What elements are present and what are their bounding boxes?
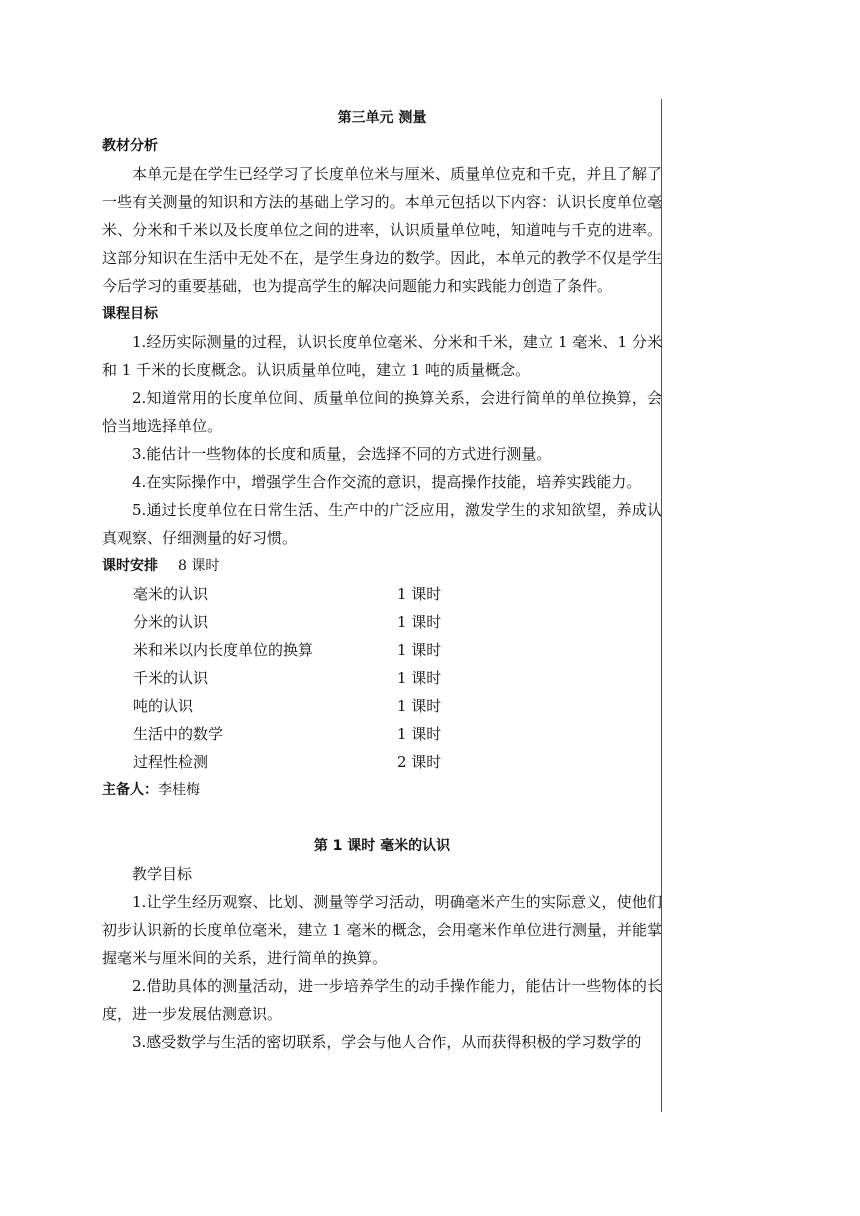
schedule-row-name: 千米的认识 — [133, 669, 209, 687]
goal-item: 4.在实际操作中，增强学生合作交流的意识，提高操作技能，培养实践能力。 — [132, 473, 642, 491]
schedule-row-hours: 1 课时 — [397, 613, 442, 631]
lesson1-goal-item: 1.让学生经历观察、比划、测量等学习活动，明确毫米产生的实际意义，使他们初步认识新的长度单位毫米，建立 1 毫米的概念，会用毫米作单位进行测量，并能掌握毫米与厘米间的关系，进行简单的换算。 — [102, 893, 662, 967]
schedule-row-name: 生活中的数学 — [133, 725, 224, 743]
schedule-row-hours: 1 课时 — [397, 697, 442, 715]
lesson1-goals-heading: 教学目标 — [132, 865, 193, 883]
section-gap — [102, 804, 662, 832]
document-page — [102, 104, 662, 1056]
schedule-row-hours: 1 课时 — [397, 585, 442, 603]
schedule-row — [102, 692, 662, 720]
schedule-heading-label: 课时安排 — [102, 558, 158, 574]
schedule-row-hours: 2 课时 — [397, 753, 442, 771]
analysis-paragraph: 本单元是在学生已经学习了长度单位米与厘米、质量单位克和千克，并且了解了一些有关测量的知识和方法的基础上学习的。本单元包括以下内容：认识长度单位毫米、分米和千米以及长度单位之间的进率，认识质量单位吨，知道吨与千克的进率。这部分知识在生活中无处不在，是学生身边的数学。因此，本单元的教学不仅是学生今后学习的重要基础，也为提高学生的解决问题能力和实践能力创造了条件。 — [102, 165, 662, 295]
goal-item: 5.通过长度单位在日常生活、生产中的广泛应用，激发学生的求知欲望，养成认真观察、仔细测量的好习惯。 — [102, 501, 662, 547]
schedule-row-name: 米和米以内长度单位的换算 — [133, 641, 314, 659]
schedule-heading — [102, 552, 662, 580]
schedule-row — [102, 636, 662, 664]
goal-item: 1.经历实际测量的过程，认识长度单位毫米、分米和千米，建立 1 毫米、1 分米和 1 千米的长度概念。认识质量单位吨，建立 1 吨的质量概念。 — [102, 333, 662, 379]
schedule-row — [102, 580, 662, 608]
schedule-row-hours: 1 课时 — [397, 641, 442, 659]
lesson1-goal-item: 3.感受数学与生活的密切联系，学会与他人合作，从而获得积极的学习数学的 — [132, 1033, 642, 1051]
goal-item: 3.能估计一些物体的长度和质量，会选择不同的方式进行测量。 — [132, 445, 552, 463]
preparer-line — [102, 776, 662, 804]
preparer-name: 李桂梅 — [158, 782, 200, 798]
schedule-row-hours: 1 课时 — [397, 725, 442, 743]
schedule-row — [102, 720, 662, 748]
schedule-row-name: 毫米的认识 — [133, 585, 209, 603]
schedule-row — [102, 664, 662, 692]
preparer-label: 主备人： — [102, 782, 158, 798]
schedule-row-name: 分米的认识 — [133, 613, 209, 631]
schedule-row — [102, 748, 662, 776]
goal-item: 2.知道常用的长度单位间、质量单位间的换算关系，会进行简单的单位换算，会恰当地选择单位。 — [102, 389, 662, 435]
goals-heading: 课程目标 — [102, 306, 158, 322]
schedule-row-hours: 1 课时 — [397, 669, 442, 687]
schedule-row-name: 吨的认识 — [133, 697, 194, 715]
unit-title: 第三单元 测量 — [337, 110, 427, 126]
schedule-list — [102, 580, 662, 776]
lesson1-title: 第 1 课时 毫米的认识 — [313, 838, 451, 854]
schedule-row-name: 过程性检测 — [133, 753, 209, 771]
analysis-heading: 教材分析 — [102, 138, 158, 154]
lesson1-goal-item: 2.借助具体的测量活动，进一步培养学生的动手操作能力，能估计一些物体的长度，进一步发展估测意识。 — [102, 977, 662, 1023]
schedule-row — [102, 608, 662, 636]
schedule-total: 8 课时 — [178, 558, 220, 574]
